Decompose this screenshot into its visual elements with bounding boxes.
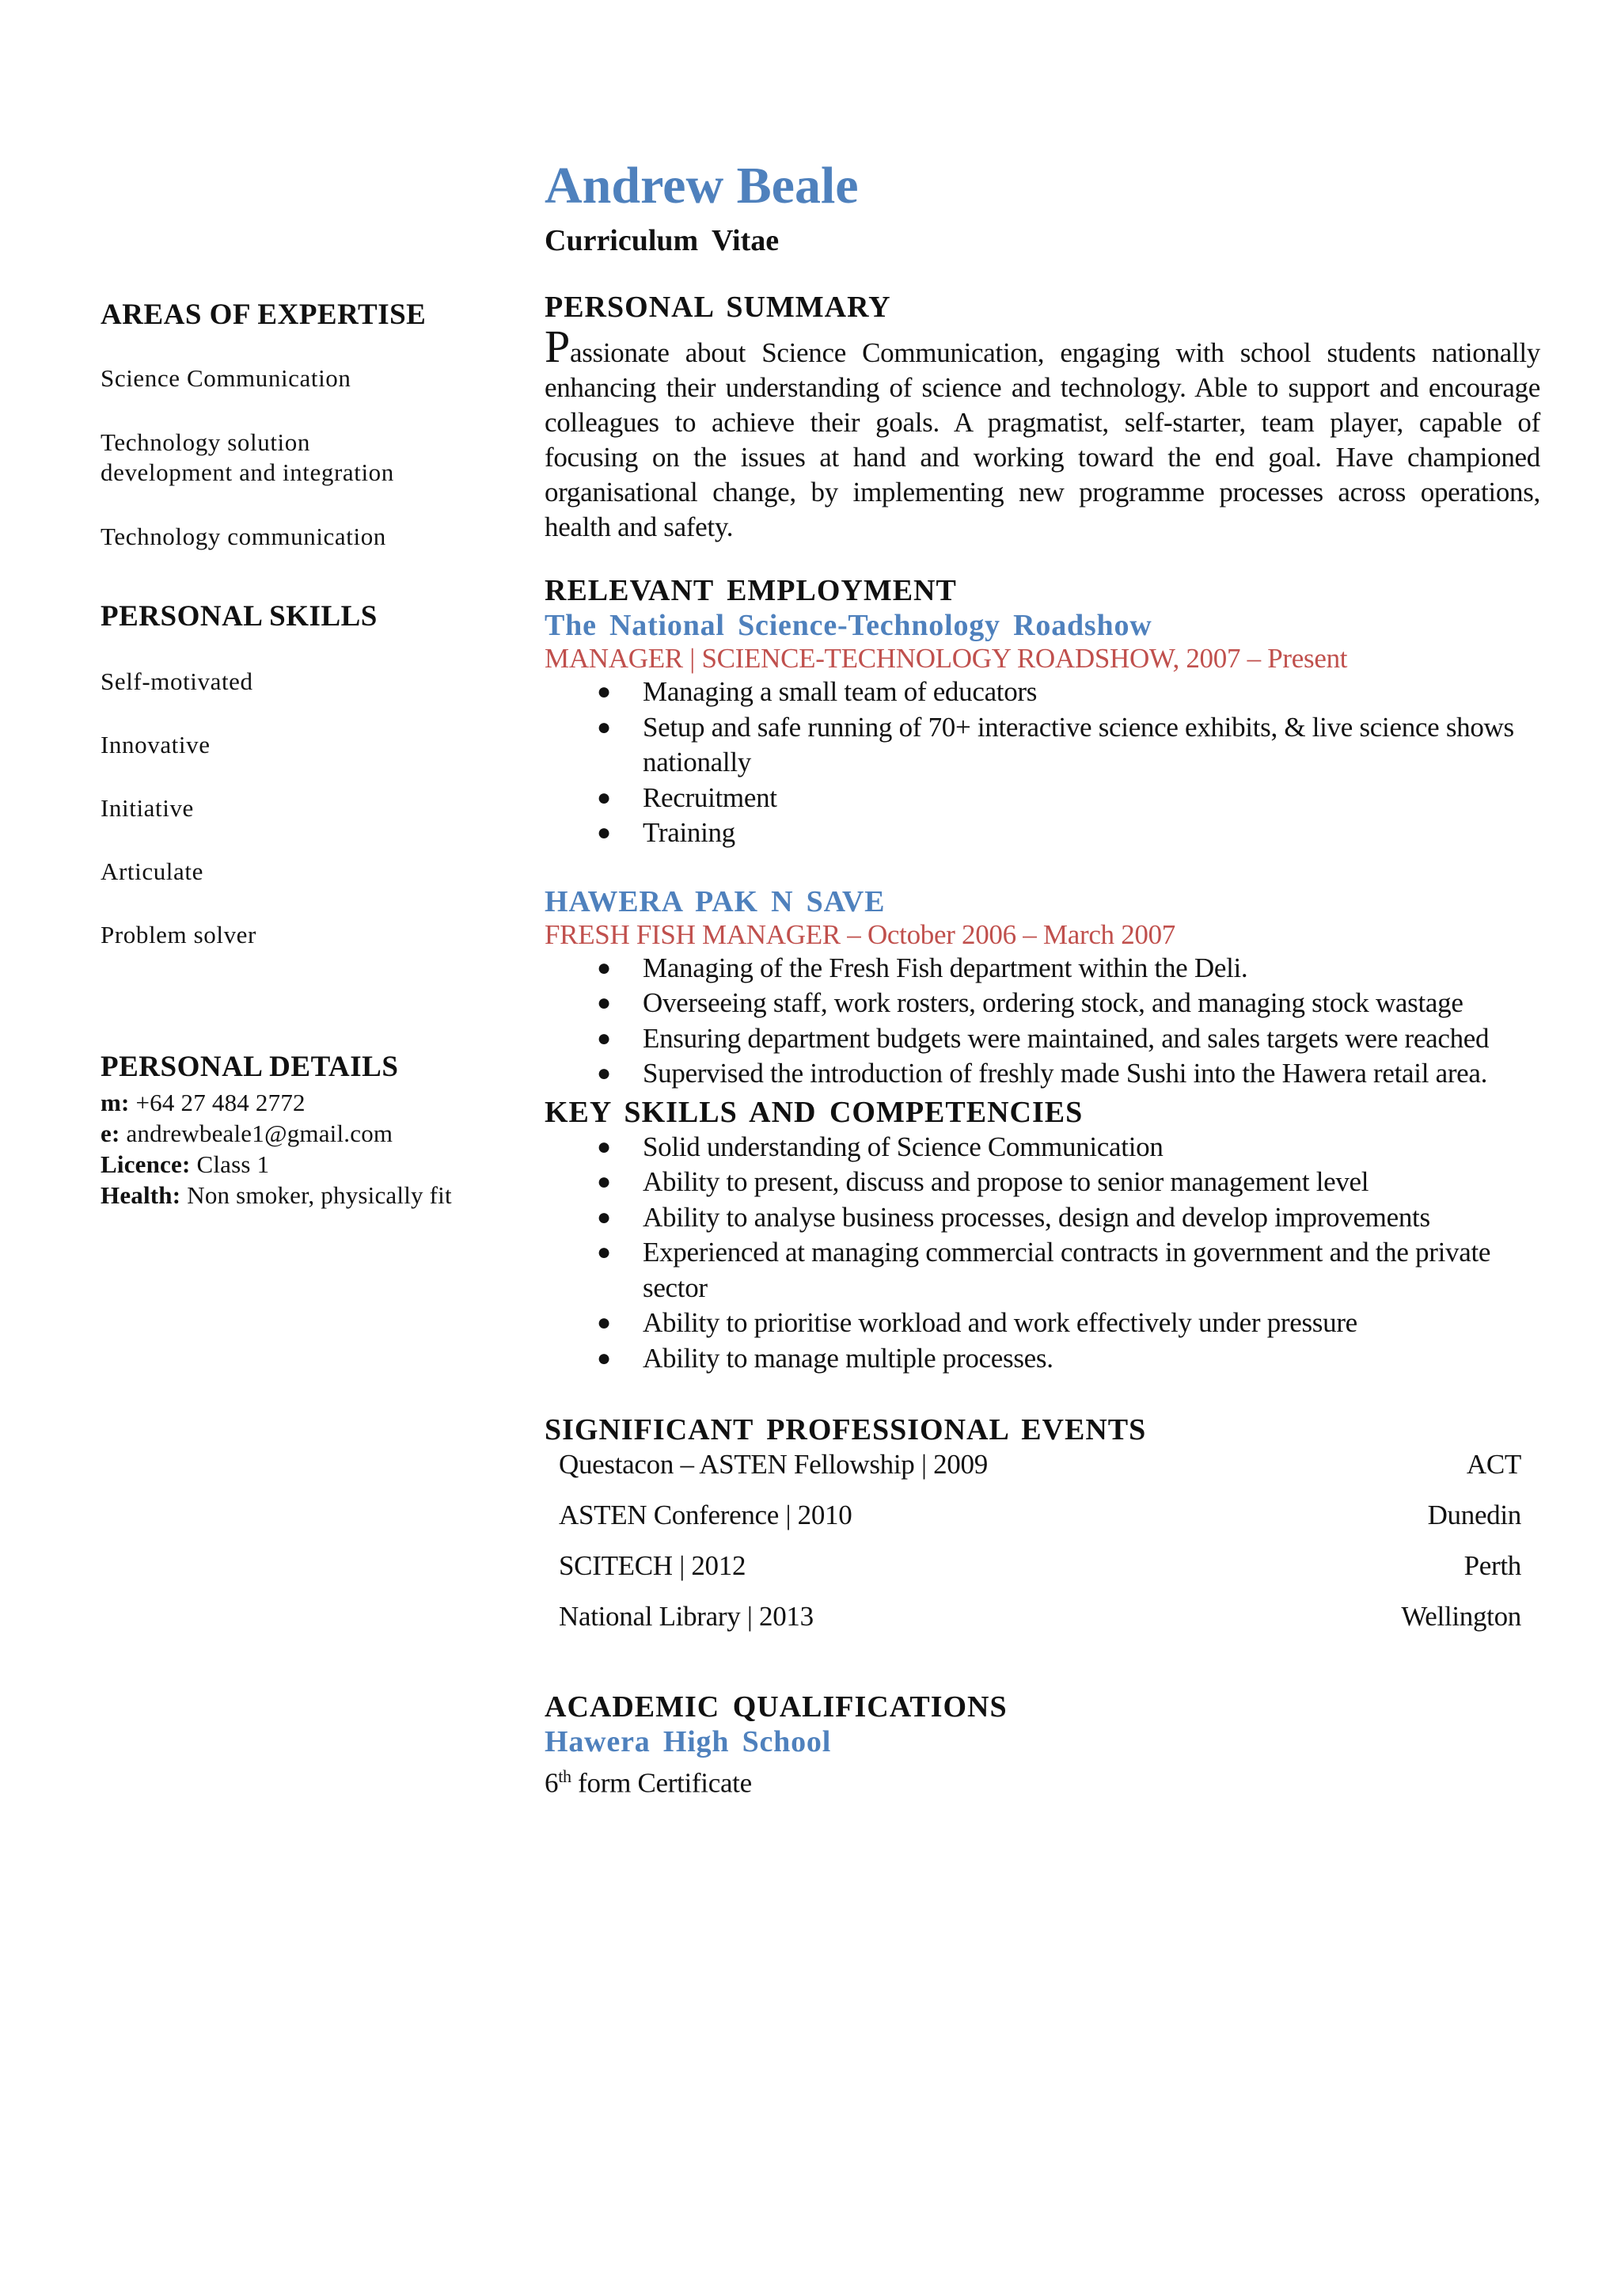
school-name: Hawera High School [545,1725,832,1758]
document-subtitle: Curriculum Vitae [545,224,780,257]
job-entry [545,608,1540,851]
expertise-item: Science Communication [101,364,351,392]
bullet-text: Ability to analyse business processes, design and develop improvements [643,1201,1430,1233]
key-skills-heading: KEY SKILLS AND COMPETENCIES [545,1095,1084,1129]
mobile-value: +64 27 484 2772 [135,1089,306,1116]
list-item [545,1165,1540,1200]
cert-text: form Certificate [571,1767,752,1799]
employment-heading: RELEVANT EMPLOYMENT [545,574,957,607]
summary-text [545,321,1540,545]
events-heading: SIGNIFICANT PROFESSIONAL EVENTS [545,1413,1147,1446]
list-item [545,1130,1540,1165]
bullet-text: Managing a small team of educators [643,676,1038,707]
bullet-text: Overseeing staff, work rosters, ordering stock, and managing stock wastage [643,987,1463,1018]
list-item [545,1306,1540,1341]
email-label: e: [101,1119,120,1147]
job-role: MANAGER | SCIENCE-TECHNOLOGY ROADSHOW, 2007 – Present [545,643,1348,674]
bullet-text: Ability to present, discuss and propose to senior management level [643,1166,1369,1197]
main-column [545,150,1540,1801]
expertise-heading: AREAS OF EXPERTISE [101,298,427,331]
bullet-icon: ● [597,1239,611,1265]
table-row [545,1549,1540,1599]
mobile-label: m: [101,1089,130,1116]
detail-email [101,1118,480,1149]
event-location: Perth [1463,1550,1521,1581]
bullet-text: Ability to prioritise workload and work effectively under pressure [643,1307,1357,1338]
bullet-icon: ● [597,1203,611,1230]
licence-value: Class 1 [196,1150,270,1178]
job-bullets [545,675,1540,851]
bullet-icon: ● [597,1060,611,1086]
list-item [545,1341,1540,1377]
bullet-icon: ● [597,679,611,705]
job-role: FRESH FISH MANAGER – October 2006 – March 2007 [545,918,1176,950]
skill-item: Self-motivated [101,667,253,695]
event-location: Dunedin [1427,1500,1521,1530]
skill-item: Problem solver [101,921,256,948]
bullet-text: Managing of the Fresh Fish department within the Deli. [643,952,1248,983]
list-item [545,815,1540,851]
bullet-icon: ● [597,819,611,846]
detail-mobile [101,1087,480,1118]
sidebar [101,285,480,1211]
bullet-text: Ability to manage multiple processes. [643,1342,1053,1374]
summary-heading: PERSONAL SUMMARY [545,291,891,324]
bullet-text: Setup and safe running of 70+ interactive science exhibits, & live science shows nationally [643,711,1514,777]
detail-health [101,1180,480,1211]
bullet-text: Training [643,817,735,848]
detail-licence [101,1149,480,1180]
job-org: HAWERA PAK N SAVE [545,884,886,918]
events-table [545,1447,1540,1650]
bullet-icon: ● [597,1133,611,1160]
skill-item: Articulate [101,857,203,885]
job-entry [545,884,1540,1092]
list-item [545,986,1540,1021]
bullet-icon: ● [597,784,611,811]
bullet-text: Supervised the introduction of freshly made Sushi into the Hawera retail area. [643,1058,1488,1089]
list-item [545,1056,1540,1092]
event-name: National Library | 2013 [559,1601,814,1632]
health-label: Health: [101,1181,181,1209]
bullet-icon: ● [597,1310,611,1336]
list-item [545,781,1540,816]
email-value[interactable]: andrewbeale1@gmail.com [126,1119,393,1147]
skill-item: Initiative [101,794,194,822]
certificate [545,1759,1540,1801]
skill-item: Innovative [101,731,211,758]
table-row [545,1498,1540,1549]
bullet-text: Experienced at managing commercial contracts in government and the private sector [643,1237,1491,1303]
bullet-icon: ● [597,713,611,740]
bullet-icon: ● [597,990,611,1016]
summary-body: assionate about Science Communication, engaging with school students nationally enhancing their understanding of science and technology. Able to support and encourage colleagues to achieve their goals. A pragmatist, self-starter, team player, capable of focusing on the issues at hand and working toward the end goal. Have championed organisational change, by implementing new programme processes across operations, health and safety. [545,337,1540,542]
job-bullets [545,951,1540,1092]
bullet-text: Ensuring department budgets were maintained, and sales targets were reached [643,1022,1490,1054]
key-skills-list [545,1130,1540,1377]
bullet-icon: ● [597,1169,611,1195]
candidate-name: Andrew Beale [545,157,859,215]
event-name: Questacon – ASTEN Fellowship | 2009 [559,1449,988,1480]
list-item [545,675,1540,710]
skills-heading: PERSONAL SKILLS [101,600,378,633]
expertise-item: Technology communication [101,523,386,550]
list-item [545,1200,1540,1236]
health-value: Non smoker, physically fit [187,1181,452,1209]
event-location: Wellington [1401,1601,1521,1632]
list-item [545,1021,1540,1057]
expertise-item: Technology solution [101,428,310,456]
bullet-icon: ● [597,1024,611,1051]
bullet-icon: ● [597,1344,611,1371]
academic-heading: ACADEMIC QUALIFICATIONS [545,1690,1008,1724]
bullet-text: Solid understanding of Science Communication [643,1131,1164,1162]
cert-number: 6 [545,1767,559,1799]
table-row [545,1447,1540,1498]
table-row [545,1599,1540,1650]
summary-dropcap: P [545,321,570,372]
list-item [545,710,1540,781]
job-org: The National Science-Technology Roadshow [545,609,1152,642]
event-name: SCITECH | 2012 [559,1550,746,1581]
expertise-item: development and integration [101,458,394,486]
licence-label: Licence: [101,1150,191,1178]
event-location: ACT [1466,1449,1521,1480]
bullet-text: Recruitment [643,781,777,813]
event-name: ASTEN Conference | 2010 [559,1500,852,1530]
details-heading: PERSONAL DETAILS [101,1051,399,1083]
bullet-icon: ● [597,954,611,981]
cert-ordinal: th [558,1766,571,1786]
list-item [545,1235,1540,1306]
list-item [545,951,1540,986]
